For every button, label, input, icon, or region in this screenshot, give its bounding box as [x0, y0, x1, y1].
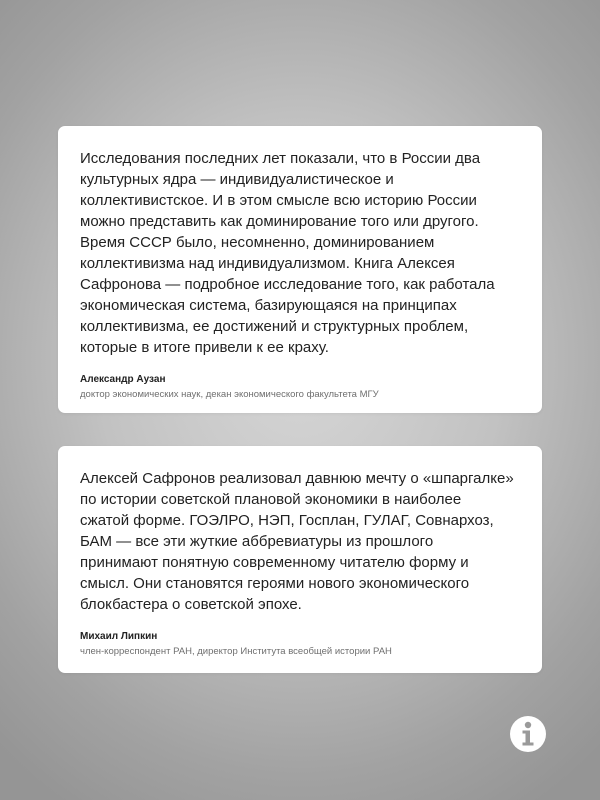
quote-line: по истории советской плановой экономики в наиболее: [80, 491, 462, 508]
quote-line: Исследования последних лет показали, что в России два: [80, 150, 481, 167]
quote-line: БАМ — все эти жуткие аббревиатуры из прошлого: [80, 533, 434, 550]
info-icon: [520, 721, 536, 747]
quote-card-auzan: [58, 126, 542, 413]
quote-text: [80, 146, 520, 358]
info-button[interactable]: [510, 716, 546, 752]
quote-line: Время СССР было, несомненно, доминированием: [80, 234, 435, 251]
quote-line: можно представить как доминирование того или другого.: [80, 213, 479, 230]
quote-line: которые в итоге привели к ее краху.: [80, 339, 329, 356]
quote-card-lipkin: [58, 446, 542, 673]
quote-author: Александр Аузан: [80, 374, 166, 385]
quote-author-role: доктор экономических наук, декан экономического факультета МГУ: [80, 389, 379, 400]
quote-line: культурных ядра — индивидуалистическое и: [80, 171, 394, 188]
quote-text: [80, 466, 520, 615]
quote-line: коллективистское. И в этом смысле всю историю России: [80, 192, 477, 209]
quote-line: экономическая система, базирующаяся на принципах: [80, 297, 457, 314]
quote-line: смысл. Они становятся героями нового экономического: [80, 575, 470, 592]
quote-line: Алексей Сафронов реализовал давнюю мечту о «шпаргалке»: [80, 470, 514, 487]
quote-line: блокбастера о советской эпохе.: [80, 596, 302, 613]
quote-line: коллективизма, ее достижений и структурных проблем,: [80, 318, 469, 335]
quote-line: сжатой форме. ГОЭЛРО, НЭП, Госплан, ГУЛАГ, Совнархоз,: [80, 512, 494, 529]
quote-line: Сафронова — подробное исследование того, как работала: [80, 276, 495, 293]
quote-line: коллективизма над индивидуализмом. Книга Алексея: [80, 255, 455, 272]
quote-author-role: член-корреспондент РАН, директор Института всеобщей истории РАН: [80, 646, 392, 657]
quote-line: принимают понятную современному читателю форму и: [80, 554, 469, 571]
quote-author: Михаил Липкин: [80, 631, 158, 642]
